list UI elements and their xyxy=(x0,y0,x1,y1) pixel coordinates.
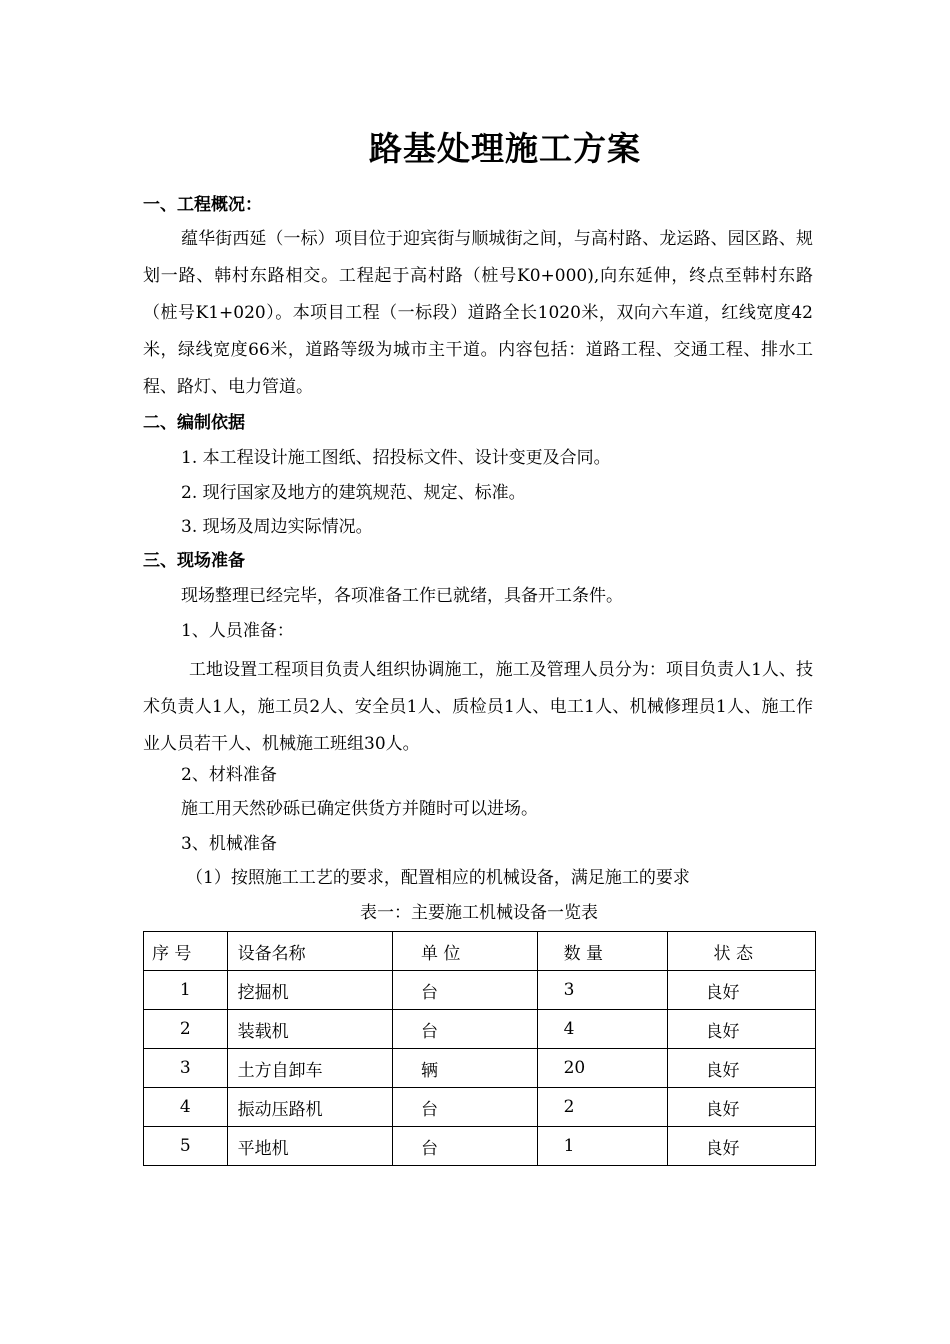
machinery-text: （1）按照施工工艺的要求，配置相应的机械设备，满足施工的要求 xyxy=(186,868,690,888)
cell-name: 平地机 xyxy=(227,1127,392,1166)
cell-unit: 台 xyxy=(392,1010,537,1049)
document-title: 路基处理施工方案 xyxy=(369,129,641,168)
cell-status: 良好 xyxy=(667,971,815,1010)
cell-index: 2 xyxy=(144,1010,228,1049)
cell-status: 良好 xyxy=(667,1049,815,1088)
materials-text: 施工用天然砂砾已确定供货方并随时可以进场。 xyxy=(181,799,538,819)
table-row xyxy=(144,1010,816,1049)
basis-item-2: 2. 现行国家及地方的建筑规范、规定、标准。 xyxy=(181,483,526,503)
header-cell-name: 设备名称 xyxy=(227,932,392,971)
personnel-paragraph: 工地设置工程项目负责人组织协调施工，施工及管理人员分为：项目负责人1人、技术负责人1人，施工员2人、安全员1人、质检员1人、电工1人、机械修理员1人、施工作业人员若干人、机械施工班组30人。 xyxy=(143,660,813,754)
cell-status: 良好 xyxy=(667,1127,815,1166)
cell-index: 5 xyxy=(144,1127,228,1166)
equipment-table xyxy=(143,931,816,1166)
cell-name: 装载机 xyxy=(227,1010,392,1049)
cell-unit: 台 xyxy=(392,1127,537,1166)
table-header-row xyxy=(144,932,816,971)
cell-index: 4 xyxy=(144,1088,228,1127)
cell-name: 土方自卸车 xyxy=(227,1049,392,1088)
header-cell-quantity: 数 量 xyxy=(537,932,667,971)
cell-unit: 辆 xyxy=(392,1049,537,1088)
cell-name: 挖掘机 xyxy=(227,971,392,1010)
header-cell-index: 序 号 xyxy=(144,932,228,971)
basis-item-3: 3. 现场及周边实际情况。 xyxy=(181,517,373,537)
table-caption: 表一：主要施工机械设备一览表 xyxy=(360,903,598,923)
overview-paragraph: 蕴华街西延（一标）项目位于迎宾街与顺城街之间，与高村路、龙运路、园区路、规划一路、韩村东路相交。工程起于高村路（桩号K0+000),向东延伸，终点至韩村东路（桩号K1+020）。本项目工程（一标段）道路全长1020米，双向六车道，红线宽度42米，绿线宽度66米，道路等级为城市主干道。内容包括：道路工程、交通工程、排水工程、路灯、电力管道。 xyxy=(143,229,813,397)
table-row xyxy=(144,1127,816,1166)
personnel-heading: 1、人员准备： xyxy=(181,621,294,641)
cell-quantity: 1 xyxy=(537,1127,667,1166)
cell-status: 良好 xyxy=(667,1088,815,1127)
site-prep-intro: 现场整理已经完毕，各项准备工作已就绪，具备开工条件。 xyxy=(181,586,623,606)
materials-heading: 2、材料准备 xyxy=(181,765,277,785)
cell-name: 振动压路机 xyxy=(227,1088,392,1127)
cell-quantity: 2 xyxy=(537,1088,667,1127)
section-heading-basis: 二、编制依据 xyxy=(143,413,245,433)
machinery-heading: 3、机械准备 xyxy=(181,834,277,854)
cell-unit: 台 xyxy=(392,971,537,1010)
header-cell-unit: 单 位 xyxy=(392,932,537,971)
table-row xyxy=(144,1088,816,1127)
header-cell-status: 状 态 xyxy=(667,932,815,971)
cell-index: 1 xyxy=(144,971,228,1010)
section-heading-site-prep: 三、现场准备 xyxy=(143,551,245,571)
table-row xyxy=(144,1049,816,1088)
cell-unit: 台 xyxy=(392,1088,537,1127)
cell-status: 良好 xyxy=(667,1010,815,1049)
cell-quantity: 20 xyxy=(537,1049,667,1088)
basis-item-1: 1. 本工程设计施工图纸、招投标文件、设计变更及合同。 xyxy=(181,448,611,468)
table-row xyxy=(144,971,816,1010)
cell-index: 3 xyxy=(144,1049,228,1088)
cell-quantity: 3 xyxy=(537,971,667,1010)
section-heading-overview: 一、工程概况： xyxy=(143,195,262,215)
cell-quantity: 4 xyxy=(537,1010,667,1049)
